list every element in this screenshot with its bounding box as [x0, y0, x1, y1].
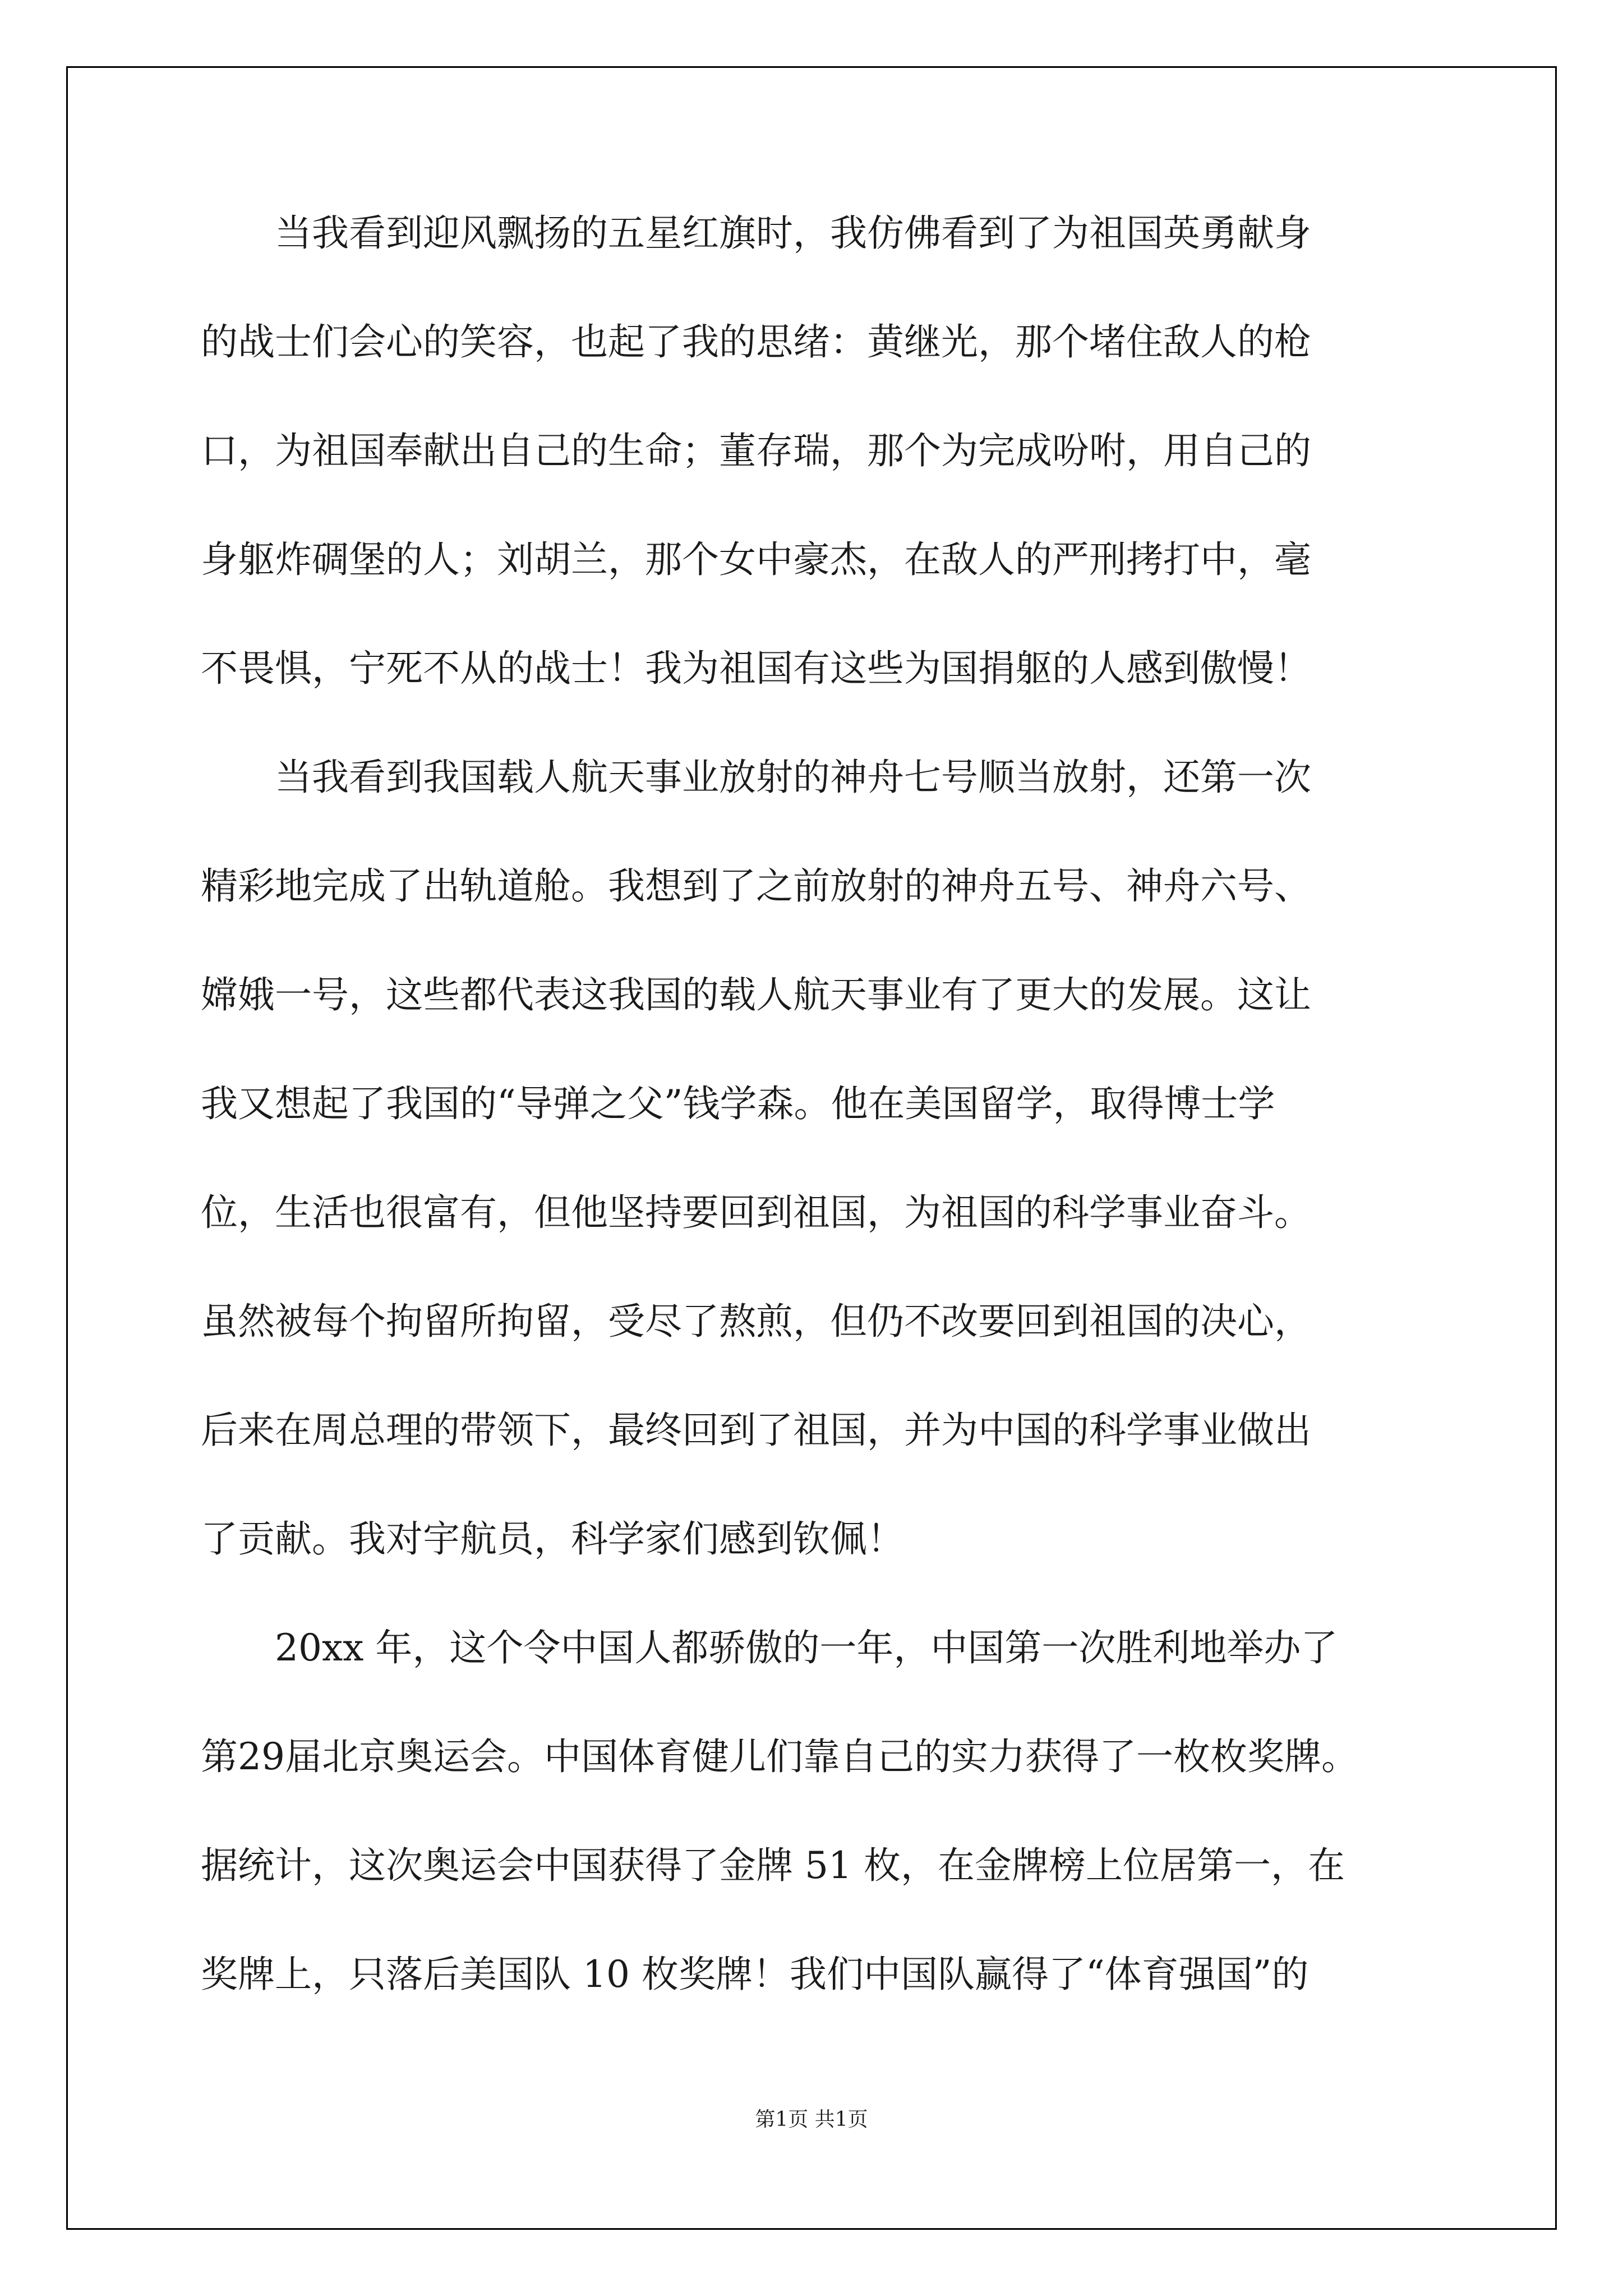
- text-line: 第29届北京奥运会。中国体育健儿们靠自己的实力获得了一枚枚奖牌。: [201, 1735, 1358, 1778]
- text-line: 我又想起了我国的“导弹之父”钱学森。他在美国留学，取得博士学: [201, 1082, 1275, 1125]
- text-line: 身躯炸碉堡的人；刘胡兰，那个女中豪杰，在敌人的严刑拷打中，毫: [201, 538, 1311, 581]
- text-line: 20xx 年，这个令中国人都骄傲的一年，中国第一次胜利地举办了: [275, 1626, 1338, 1669]
- text-line: 的战士们会心的笑容，也起了我的思绪：黄继光，那个堵住敌人的枪: [201, 320, 1311, 364]
- text-line: 当我看到迎风飘扬的五星红旗时，我仿佛看到了为祖国英勇献身: [275, 211, 1311, 255]
- text-line: 据统计，这次奥运会中国获得了金牌 51 枚，在金牌榜上位居第一，在: [201, 1844, 1345, 1887]
- text-line: 精彩地完成了出轨道舱。我想到了之前放射的神舟五号、神舟六号、: [201, 864, 1311, 908]
- text-line: 当我看到我国载人航天事业放射的神舟七号顺当放射，还第一次: [275, 756, 1311, 799]
- text-line: 了贡献。我对宇航员，科学家们感到钦佩！: [201, 1517, 904, 1561]
- text-line: 后来在周总理的带领下，最终回到了祖国，并为中国的科学事业做出: [201, 1409, 1311, 1452]
- page-footer: 第1页 共1页: [755, 2108, 868, 2131]
- text-line: 嫦娥一号，这些都代表这我国的载人航天事业有了更大的发展。这让: [201, 973, 1311, 1016]
- text-line: 口，为祖国奉献出自己的生命；董存瑞，那个为完成吩咐，用自己的: [201, 429, 1311, 472]
- text-line: 不畏惧，宁死不从的战士！我为祖国有这些为国捐躯的人感到傲慢！: [201, 647, 1311, 690]
- text-line: 虽然被每个拘留所拘留，受尽了熬煎，但仍不改要回到祖国的决心，: [201, 1300, 1311, 1343]
- text-line: 奖牌上，只落后美国队 10 枚奖牌！我们中国队赢得了“体育强国”的: [201, 1953, 1309, 1996]
- document-body: [201, 211, 1429, 2065]
- text-line: 位，生活也很富有，但他坚持要回到祖国，为祖国的科学事业奋斗。: [201, 1191, 1311, 1234]
